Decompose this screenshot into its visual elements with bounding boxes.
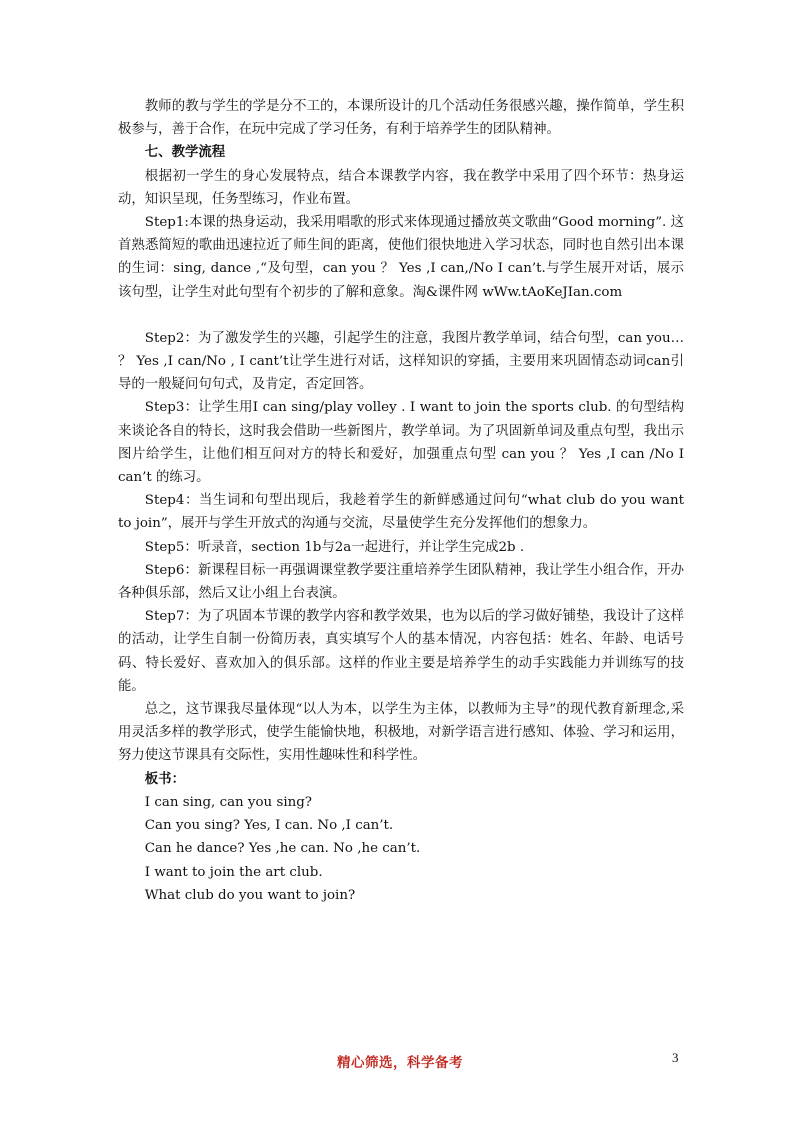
section-heading: 七、教学流程	[144, 144, 226, 161]
board-line: I can sing, can you sing?	[144, 794, 312, 810]
board-line: Can you sing? Yes, I can. No ,I can’t.	[144, 818, 394, 834]
paragraph-step5: Step5：听录音，section 1b与2a一起进行，并让学生完成2b .	[144, 539, 525, 555]
blank-line	[118, 304, 684, 327]
board-line: What club do you want to join?	[144, 887, 356, 903]
paragraph-step3: Step3：让学生用I can sing/play volley . I want to join the sports club. 的句型结构来谈论各自的特长，这时我会借助一些新图片，教学单词。为了巩固新单词及重点句型，我出示图片给学生，让他们相互问对方的特长和爱好，加强重点句型 can you ？ Yes ,I can /No I can’t 的练习。	[118, 400, 684, 486]
paragraph-step6: Step6：新课程目标一再强调课堂教学要注重培养学生团队精神，我让学生小组合作，开办各种俱乐部，然后又让小组上台表演。	[118, 562, 684, 602]
board-heading: 板书：	[144, 770, 185, 787]
paragraph-step4: Step4：当生词和句型出现后，我趁着学生的新鲜感通过问句“what club do you want to join”，展开与学生开放式的沟通与交流，尽量使学生充分发挥他们的想象力。	[118, 493, 684, 532]
paragraph-summary: 总之，这节课我尽量体现“以人为本，以学生为主体，以教师为主导”的现代教育新理念,采用灵活多样的教学形式，使学生能愉快地，积极地，对新学语言进行感知、体验、学习和运用，努力使这节课具有交际性，实用性趣味性和科学性。	[118, 702, 684, 764]
paragraph-step1: Step1:本课的热身运动，我采用唱歌的形式来体现通过播放英文歌曲“Good morning”. 这首熟悉简短的歌曲迅速拉近了师生间的距离，使他们很快地进入学习状态，同时也自然引出本课的生词：sing, dance ,“及句型，can you ？ Yes ,I can,/No I can’t.与学生展开对话，展示该句型，让学生对此句型有个初步的了解和意象。淘&课件网 wWw.tAoKeJIan.com	[118, 215, 684, 300]
paragraph-step2: Step2：为了激发学生的兴趣，引起学生的注意，我图片教学单词，结合句型，can you… ？ Yes ,I can/No , I cant’t让学生进行对话，这样知识的穿插，主要用来巩固情态动词can引导的一般疑问句句式，及肯定，否定回答。	[118, 330, 684, 393]
board-lines	[118, 791, 684, 907]
board-line: Can he dance? Yes ,he can. No ,he can’t.	[144, 841, 421, 857]
paragraph-step7: Step7：为了巩固本节课的教学内容和教学效果，也为以后的学习做好铺垫，我设计了这样的活动，让学生自制一份简历表，真实填写个人的基本情况，内容包括：姓名、年龄、电话号码、特长爱好、喜欢加入的俱乐部。这样的作业主要是培养学生的动手实践能力并训练写的技能。	[118, 609, 684, 694]
board-line: I want to join the art club.	[144, 864, 323, 880]
paragraph-intro: 教师的教与学生的学是分不工的，本课所设计的几个活动任务很感兴趣，操作简单，学生积极参与，善于合作，在玩中完成了学习任务，有利于培养学生的团队精神。	[118, 99, 684, 138]
document-body	[118, 95, 684, 907]
footer-slogan: 精心筛选，科学备考	[337, 1055, 463, 1071]
paragraph-overview: 根据初一学生的身心发展特点，结合本课教学内容，我在教学中采用了四个环节：热身运动，知识呈现，任务型练习，作业布置。	[118, 168, 684, 207]
page-number: 3	[672, 1050, 679, 1065]
